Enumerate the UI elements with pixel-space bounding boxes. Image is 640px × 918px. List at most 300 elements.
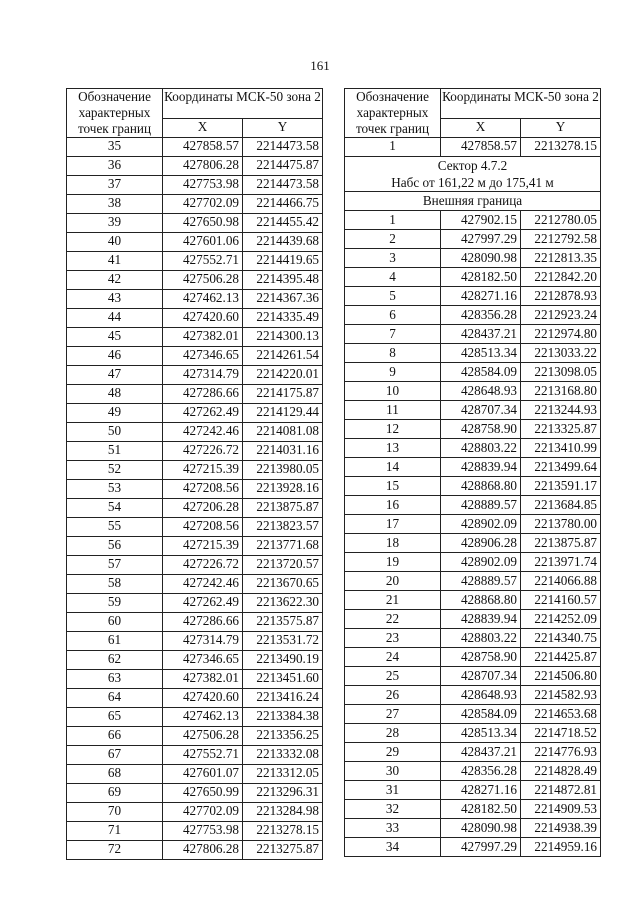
point-number: 37 xyxy=(67,175,163,194)
table-row xyxy=(345,609,601,628)
table-row xyxy=(345,457,601,476)
x-coordinate: 427314.79 xyxy=(163,631,243,650)
x-coordinate: 428437.21 xyxy=(441,742,521,761)
y-coordinate: 2213622.30 xyxy=(243,593,323,612)
point-number: 46 xyxy=(67,346,163,365)
table-row xyxy=(345,438,601,457)
table-row xyxy=(345,533,601,552)
table-row xyxy=(345,514,601,533)
table-row xyxy=(67,137,323,156)
coordinates-table-left xyxy=(66,88,323,860)
y-coordinate: 2214718.52 xyxy=(521,723,601,742)
point-number: 13 xyxy=(345,438,441,457)
x-coordinate: 427242.46 xyxy=(163,422,243,441)
y-coordinate: 2214959.16 xyxy=(521,837,601,856)
y-coordinate: 2213278.15 xyxy=(243,821,323,840)
x-header: X xyxy=(441,118,521,137)
y-coordinate: 2212780.05 xyxy=(521,210,601,229)
x-header: X xyxy=(163,118,243,137)
table-row xyxy=(67,498,323,517)
x-coordinate: 428090.98 xyxy=(441,248,521,267)
point-number: 31 xyxy=(345,780,441,799)
x-coordinate: 427552.71 xyxy=(163,745,243,764)
y-coordinate: 2214031.16 xyxy=(243,441,323,460)
y-coordinate: 2214828.49 xyxy=(521,761,601,780)
point-number: 15 xyxy=(345,476,441,495)
point-number: 3 xyxy=(345,248,441,267)
table-row xyxy=(345,666,601,685)
y-coordinate: 2214466.75 xyxy=(243,194,323,213)
table-row xyxy=(67,422,323,441)
x-coordinate: 427650.98 xyxy=(163,213,243,232)
x-coordinate: 428868.80 xyxy=(441,476,521,495)
x-coordinate: 428902.09 xyxy=(441,514,521,533)
x-coordinate: 427462.13 xyxy=(163,289,243,308)
x-coordinate: 428889.57 xyxy=(441,495,521,514)
y-coordinate: 2213928.16 xyxy=(243,479,323,498)
x-coordinate: 427420.60 xyxy=(163,688,243,707)
table-row xyxy=(67,213,323,232)
table-row xyxy=(67,289,323,308)
y-coordinate: 2214473.58 xyxy=(243,175,323,194)
x-coordinate: 427601.07 xyxy=(163,764,243,783)
border-type: Внешняя граница xyxy=(422,193,523,209)
x-coordinate: 427226.72 xyxy=(163,555,243,574)
y-coordinate: 2213033.22 xyxy=(521,343,601,362)
y-coordinate: 2213499.64 xyxy=(521,457,601,476)
table-row xyxy=(67,593,323,612)
table-row xyxy=(67,270,323,289)
x-coordinate: 428584.09 xyxy=(441,362,521,381)
x-coordinate: 428839.94 xyxy=(441,457,521,476)
table-row xyxy=(67,384,323,403)
x-coordinate: 428271.16 xyxy=(441,780,521,799)
coords-label-header: Координаты МСК-50 зона 2 xyxy=(163,89,323,119)
point-number: 67 xyxy=(67,745,163,764)
table-row xyxy=(67,460,323,479)
point-number: 35 xyxy=(67,137,163,156)
sector-title: Сектор 4.7.2 xyxy=(437,157,508,173)
x-coordinate: 427208.56 xyxy=(163,479,243,498)
x-coordinate: 428803.22 xyxy=(441,628,521,647)
table-row xyxy=(345,723,601,742)
y-coordinate: 2213684.85 xyxy=(521,495,601,514)
y-coordinate: 2214439.68 xyxy=(243,232,323,251)
y-header: Y xyxy=(243,118,323,137)
x-coordinate: 428868.80 xyxy=(441,590,521,609)
point-number: 32 xyxy=(345,799,441,818)
point-number: 29 xyxy=(345,742,441,761)
x-coordinate: 427206.28 xyxy=(163,498,243,517)
y-coordinate: 2214220.01 xyxy=(243,365,323,384)
table-row xyxy=(67,365,323,384)
y-coordinate: 2212842.20 xyxy=(521,267,601,286)
table-row xyxy=(67,403,323,422)
table-row xyxy=(345,628,601,647)
y-coordinate: 2213575.87 xyxy=(243,612,323,631)
x-coordinate: 428707.34 xyxy=(441,400,521,419)
table-row xyxy=(345,343,601,362)
table-row xyxy=(67,707,323,726)
x-coordinate: 428758.90 xyxy=(441,647,521,666)
x-coordinate: 428648.93 xyxy=(441,685,521,704)
point-number: 26 xyxy=(345,685,441,704)
point-number: 40 xyxy=(67,232,163,251)
y-coordinate: 2214261.54 xyxy=(243,346,323,365)
point-number: 45 xyxy=(67,327,163,346)
y-coordinate: 2213410.99 xyxy=(521,438,601,457)
point-number: 7 xyxy=(345,324,441,343)
point-number: 9 xyxy=(345,362,441,381)
x-coordinate: 427314.79 xyxy=(163,365,243,384)
x-coordinate: 428182.50 xyxy=(441,799,521,818)
y-coordinate: 2213278.15 xyxy=(521,137,601,156)
table-row xyxy=(67,650,323,669)
point-number: 69 xyxy=(67,783,163,802)
table-row xyxy=(345,210,601,229)
x-coordinate: 427997.29 xyxy=(441,837,521,856)
table-row xyxy=(345,685,601,704)
x-coordinate: 427382.01 xyxy=(163,669,243,688)
y-coordinate: 2214175.87 xyxy=(243,384,323,403)
x-coordinate: 427346.65 xyxy=(163,650,243,669)
point-number: 61 xyxy=(67,631,163,650)
table-row xyxy=(345,837,601,856)
point-number: 5 xyxy=(345,286,441,305)
table-row xyxy=(345,400,601,419)
x-coordinate: 428437.21 xyxy=(441,324,521,343)
point-number: 10 xyxy=(345,381,441,400)
y-coordinate: 2213531.72 xyxy=(243,631,323,650)
x-coordinate: 427286.66 xyxy=(163,384,243,403)
y-coordinate: 2213168.80 xyxy=(521,381,601,400)
table-row xyxy=(67,194,323,213)
table-row xyxy=(67,251,323,270)
y-coordinate: 2214475.87 xyxy=(243,156,323,175)
y-coordinate: 2213720.57 xyxy=(243,555,323,574)
table-row xyxy=(67,232,323,251)
table-row xyxy=(67,631,323,650)
table-row xyxy=(345,229,601,248)
y-coordinate: 2214506.80 xyxy=(521,666,601,685)
table-row xyxy=(67,536,323,555)
point-number: 36 xyxy=(67,156,163,175)
point-number: 71 xyxy=(67,821,163,840)
point-label-header: Обозначение характерных точек границ xyxy=(67,89,163,138)
y-coordinate: 2213312.05 xyxy=(243,764,323,783)
point-number: 70 xyxy=(67,802,163,821)
x-coordinate: 428513.34 xyxy=(441,343,521,362)
y-coordinate: 2214473.58 xyxy=(243,137,323,156)
table-row xyxy=(345,324,601,343)
border-header-row xyxy=(345,191,601,210)
y-coordinate: 2213275.87 xyxy=(243,840,323,859)
table-row xyxy=(67,802,323,821)
point-number: 27 xyxy=(345,704,441,723)
y-coordinate: 2214455.42 xyxy=(243,213,323,232)
table-row xyxy=(67,327,323,346)
x-coordinate: 428584.09 xyxy=(441,704,521,723)
x-coordinate: 427806.28 xyxy=(163,840,243,859)
x-coordinate: 427262.49 xyxy=(163,403,243,422)
point-number: 64 xyxy=(67,688,163,707)
y-coordinate: 2214129.44 xyxy=(243,403,323,422)
x-coordinate: 428271.16 xyxy=(441,286,521,305)
point-number: 44 xyxy=(67,308,163,327)
x-coordinate: 428513.34 xyxy=(441,723,521,742)
table-row xyxy=(345,780,601,799)
x-coordinate: 427208.56 xyxy=(163,517,243,536)
y-coordinate: 2214653.68 xyxy=(521,704,601,723)
point-number: 57 xyxy=(67,555,163,574)
y-coordinate: 2213771.68 xyxy=(243,536,323,555)
y-header: Y xyxy=(521,118,601,137)
page-number: 161 xyxy=(310,58,330,73)
point-number: 30 xyxy=(345,761,441,780)
table-row xyxy=(67,783,323,802)
x-coordinate: 427650.99 xyxy=(163,783,243,802)
x-coordinate: 427462.13 xyxy=(163,707,243,726)
y-coordinate: 2214582.93 xyxy=(521,685,601,704)
x-coordinate: 427601.06 xyxy=(163,232,243,251)
y-coordinate: 2213451.60 xyxy=(243,669,323,688)
point-number: 6 xyxy=(345,305,441,324)
y-coordinate: 2214367.36 xyxy=(243,289,323,308)
y-coordinate: 2213296.31 xyxy=(243,783,323,802)
table-row xyxy=(345,761,601,780)
x-coordinate: 427242.46 xyxy=(163,574,243,593)
x-coordinate: 428839.94 xyxy=(441,609,521,628)
sector-height-range: Набс от 161,22 м до 175,41 м xyxy=(391,174,554,190)
point-number: 33 xyxy=(345,818,441,837)
x-coordinate: 427858.57 xyxy=(163,137,243,156)
table-row xyxy=(67,840,323,859)
table-row xyxy=(345,476,601,495)
table-row xyxy=(345,552,601,571)
point-number: 52 xyxy=(67,460,163,479)
y-coordinate: 2213384.38 xyxy=(243,707,323,726)
y-coordinate: 2213244.93 xyxy=(521,400,601,419)
y-coordinate: 2213780.00 xyxy=(521,514,601,533)
x-coordinate: 427552.71 xyxy=(163,251,243,270)
x-coordinate: 427226.72 xyxy=(163,441,243,460)
point-number: 38 xyxy=(67,194,163,213)
point-number: 50 xyxy=(67,422,163,441)
point-number: 65 xyxy=(67,707,163,726)
point-number: 2 xyxy=(345,229,441,248)
table-row xyxy=(345,267,601,286)
x-coordinate: 427506.28 xyxy=(163,726,243,745)
table-row xyxy=(345,571,601,590)
point-number: 20 xyxy=(345,571,441,590)
x-coordinate: 428906.28 xyxy=(441,533,521,552)
table-row xyxy=(345,742,601,761)
table-row xyxy=(67,574,323,593)
point-number: 8 xyxy=(345,343,441,362)
x-coordinate: 428758.90 xyxy=(441,419,521,438)
table-row xyxy=(345,286,601,305)
table-row xyxy=(67,308,323,327)
point-number: 1 xyxy=(345,137,441,156)
y-coordinate: 2212974.80 xyxy=(521,324,601,343)
point-number: 34 xyxy=(345,837,441,856)
table-row xyxy=(67,764,323,783)
x-coordinate: 428182.50 xyxy=(441,267,521,286)
x-coordinate: 427215.39 xyxy=(163,536,243,555)
point-number: 48 xyxy=(67,384,163,403)
table-row xyxy=(67,479,323,498)
x-coordinate: 428902.09 xyxy=(441,552,521,571)
point-number: 24 xyxy=(345,647,441,666)
x-coordinate: 427702.09 xyxy=(163,802,243,821)
y-coordinate: 2212923.24 xyxy=(521,305,601,324)
y-coordinate: 2213875.87 xyxy=(521,533,601,552)
x-coordinate: 427346.65 xyxy=(163,346,243,365)
point-number: 63 xyxy=(67,669,163,688)
y-coordinate: 2213980.05 xyxy=(243,460,323,479)
y-coordinate: 2214425.87 xyxy=(521,647,601,666)
point-label-header: Обозначение характерных точек границ xyxy=(345,89,441,138)
x-coordinate: 427902.15 xyxy=(441,210,521,229)
point-number: 4 xyxy=(345,267,441,286)
y-coordinate: 2213823.57 xyxy=(243,517,323,536)
y-coordinate: 2214776.93 xyxy=(521,742,601,761)
y-coordinate: 2213490.19 xyxy=(243,650,323,669)
table-row xyxy=(67,555,323,574)
table-row xyxy=(345,419,601,438)
point-number: 60 xyxy=(67,612,163,631)
table-row xyxy=(67,175,323,194)
point-number: 66 xyxy=(67,726,163,745)
point-number: 17 xyxy=(345,514,441,533)
point-number: 18 xyxy=(345,533,441,552)
y-coordinate: 2214252.09 xyxy=(521,609,601,628)
y-coordinate: 2213591.17 xyxy=(521,476,601,495)
x-coordinate: 428356.28 xyxy=(441,761,521,780)
table-row xyxy=(345,704,601,723)
table-row xyxy=(67,346,323,365)
coords-label-header: Координаты МСК-50 зона 2 xyxy=(441,89,601,119)
y-coordinate: 2212878.93 xyxy=(521,286,601,305)
y-coordinate: 2213416.24 xyxy=(243,688,323,707)
x-coordinate: 427753.98 xyxy=(163,821,243,840)
table-row xyxy=(67,688,323,707)
x-coordinate: 428889.57 xyxy=(441,571,521,590)
point-number: 28 xyxy=(345,723,441,742)
y-coordinate: 2212792.58 xyxy=(521,229,601,248)
coordinates-table-right xyxy=(344,88,601,857)
table-row xyxy=(345,137,601,156)
point-number: 49 xyxy=(67,403,163,422)
x-coordinate: 427215.39 xyxy=(163,460,243,479)
table-row xyxy=(345,305,601,324)
table-row xyxy=(345,381,601,400)
x-coordinate: 428803.22 xyxy=(441,438,521,457)
sector-header xyxy=(345,156,601,191)
point-number: 68 xyxy=(67,764,163,783)
y-coordinate: 2213875.87 xyxy=(243,498,323,517)
point-number: 56 xyxy=(67,536,163,555)
y-coordinate: 2213356.25 xyxy=(243,726,323,745)
table-row xyxy=(345,495,601,514)
y-coordinate: 2214872.81 xyxy=(521,780,601,799)
x-coordinate: 427753.98 xyxy=(163,175,243,194)
x-coordinate: 428648.93 xyxy=(441,381,521,400)
point-number: 62 xyxy=(67,650,163,669)
table-row xyxy=(345,248,601,267)
point-number: 53 xyxy=(67,479,163,498)
x-coordinate: 428356.28 xyxy=(441,305,521,324)
point-number: 41 xyxy=(67,251,163,270)
x-coordinate: 427997.29 xyxy=(441,229,521,248)
table-row xyxy=(345,590,601,609)
point-number: 39 xyxy=(67,213,163,232)
table-row xyxy=(67,517,323,536)
x-coordinate: 427382.01 xyxy=(163,327,243,346)
table-row xyxy=(67,821,323,840)
border-header xyxy=(345,191,601,210)
table-row xyxy=(67,726,323,745)
y-coordinate: 2212813.35 xyxy=(521,248,601,267)
point-number: 23 xyxy=(345,628,441,647)
y-coordinate: 2214938.39 xyxy=(521,818,601,837)
point-number: 51 xyxy=(67,441,163,460)
point-number: 59 xyxy=(67,593,163,612)
x-coordinate: 428707.34 xyxy=(441,666,521,685)
table-row xyxy=(345,818,601,837)
table-row xyxy=(345,362,601,381)
y-coordinate: 2214395.48 xyxy=(243,270,323,289)
y-coordinate: 2214160.57 xyxy=(521,590,601,609)
table-row xyxy=(67,156,323,175)
y-coordinate: 2213325.87 xyxy=(521,419,601,438)
point-number: 55 xyxy=(67,517,163,536)
y-coordinate: 2214419.65 xyxy=(243,251,323,270)
point-number: 47 xyxy=(67,365,163,384)
table-row xyxy=(345,647,601,666)
point-number: 11 xyxy=(345,400,441,419)
point-number: 16 xyxy=(345,495,441,514)
table-row xyxy=(67,745,323,764)
point-number: 25 xyxy=(345,666,441,685)
point-number: 42 xyxy=(67,270,163,289)
x-coordinate: 427806.28 xyxy=(163,156,243,175)
x-coordinate: 427420.60 xyxy=(163,308,243,327)
y-coordinate: 2213670.65 xyxy=(243,574,323,593)
point-number: 21 xyxy=(345,590,441,609)
point-number: 58 xyxy=(67,574,163,593)
x-coordinate: 427262.49 xyxy=(163,593,243,612)
y-coordinate: 2213332.08 xyxy=(243,745,323,764)
x-coordinate: 427286.66 xyxy=(163,612,243,631)
y-coordinate: 2214081.08 xyxy=(243,422,323,441)
point-number: 22 xyxy=(345,609,441,628)
point-number: 54 xyxy=(67,498,163,517)
table-row xyxy=(67,612,323,631)
y-coordinate: 2213098.05 xyxy=(521,362,601,381)
y-coordinate: 2214340.75 xyxy=(521,628,601,647)
point-number: 12 xyxy=(345,419,441,438)
point-number: 14 xyxy=(345,457,441,476)
x-coordinate: 427506.28 xyxy=(163,270,243,289)
y-coordinate: 2214300.13 xyxy=(243,327,323,346)
y-coordinate: 2213284.98 xyxy=(243,802,323,821)
point-number: 43 xyxy=(67,289,163,308)
x-coordinate: 427702.09 xyxy=(163,194,243,213)
table-row xyxy=(345,799,601,818)
x-coordinate: 427858.57 xyxy=(441,137,521,156)
point-number: 72 xyxy=(67,840,163,859)
